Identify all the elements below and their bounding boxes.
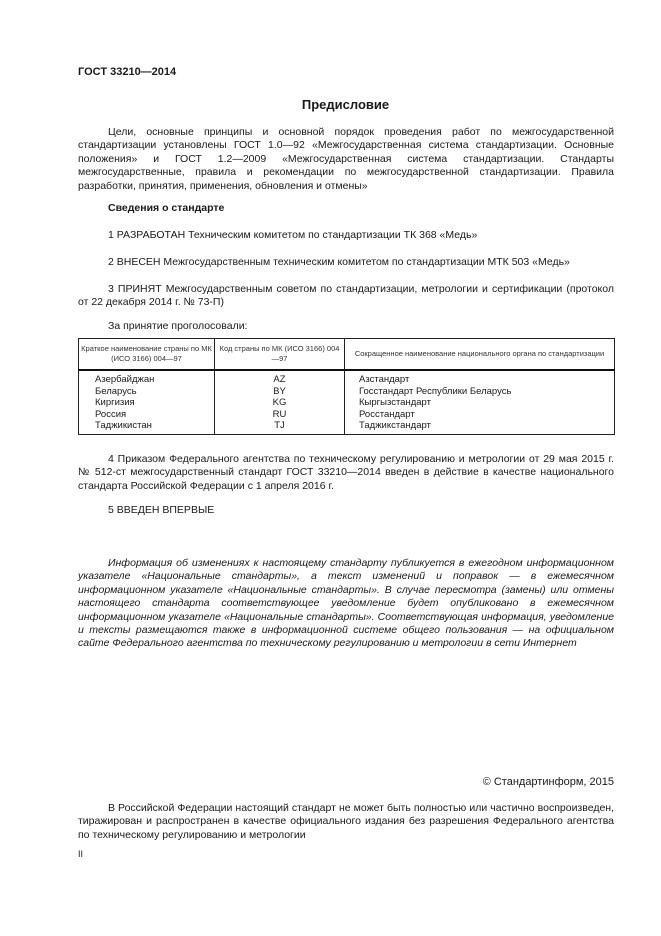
info-item-4: 4 Приказом Федерального агентства по техническому регулированию и метрологии от 29 мая 2015 г. № 512-ст межгосударственный стандарт ГОСТ 33210—2014 введен в действие в качестве национального стандарта Российской Федерации с 1 апреля 2016 г. [78,453,614,492]
column-header-country: Краткое наименование страны по МК (ИСО 3166) 004—97 [79,339,215,371]
copyright-notice: © Стандартинформ, 2015 [482,776,614,788]
column-header-code: Код страны по МК (ИСО 3166) 004—97 [215,339,345,371]
column-header-national-body: Сокращенное наименование национального органа по стандартизации [345,339,615,371]
national-body: Госстандарт Республики Беларусь [345,386,615,398]
country-name: Азербайджан [79,370,215,386]
table-row [79,409,615,421]
info-item-2: 2 ВНЕСЕН Межгосударственным техническим комитетом по стандартизации МТК 503 «Медь» [108,256,570,268]
country-name: Киргизия [79,397,215,409]
national-body: Азстандарт [345,370,615,386]
voted-label: За принятие проголосовали: [108,320,248,332]
country-code: RU [215,409,345,421]
section-heading-standard-info: Сведения о стандарте [108,202,225,214]
reproduction-rights-notice: В Российской Федерации настоящий стандарт не может быть полностью или частично воспроизведен, тиражирован и распространен в качестве официального издания без разрешения Федерального агентства по техническому регулированию и метрологии [78,802,614,841]
country-name: Россия [79,409,215,421]
page-number: II [78,849,84,859]
info-item-1: 1 РАЗРАБОТАН Техническим комитетом по стандартизации ТК 368 «Медь» [108,229,478,241]
country-code: TJ [215,420,345,434]
intro-paragraph: Цели, основные принципы и основной порядок проведения работ по межгосударственной стандартизации установлены ГОСТ 1.0—92 «Межгосударственная система стандартизации. Основные положения» и ГОСТ 1.2—2009 «Межгосударственная система стандартизации. Стандарты межгосударственные, правила и рекомендации по межгосударственной стандартизации. Правила разработки, принятия, применения, обновления и отмены» [78,126,614,192]
page-title: Предисловие [301,97,390,112]
voting-countries-table [78,338,615,435]
table-row [79,370,615,386]
country-name: Беларусь [79,386,215,398]
national-body: Кыргызстандарт [345,397,615,409]
country-code: AZ [215,370,345,386]
table-row [79,397,615,409]
country-name: Таджикистан [79,420,215,434]
country-code: BY [215,386,345,398]
amendments-notice: Информация об изменениях к настоящему стандарту публикуется в ежегодном информационном указателе «Национальные стандарты», а текст изменений и поправок — в ежемесячном информационном указателе «Национальные стандарты». В случае пересмотра (замены) или отмены настоящего стандарта соответствующее уведомление будет опубликовано в ежемесячном информационном указателе «Национальные стандарты». Соответствующая информация, уведомление и тексты размещаются также в информационной системе общего пользования — на официальном сайте Федерального агентства по техническому регулированию и метрологии в сети Интернет [78,557,614,650]
document-id: ГОСТ 33210—2014 [78,66,177,78]
national-body: Таджикстандарт [345,420,615,434]
table-row [79,420,615,434]
country-code: KG [215,397,345,409]
info-item-3: 3 ПРИНЯТ Межгосударственным советом по стандартизации, метрологии и сертификации (протокол от 22 декабря 2014 г. № 73-П) [78,283,614,309]
table-header-row [79,339,615,371]
info-item-5: 5 ВВЕДЕН ВПЕРВЫЕ [108,504,215,516]
table-row [79,386,615,398]
national-body: Росстандарт [345,409,615,421]
